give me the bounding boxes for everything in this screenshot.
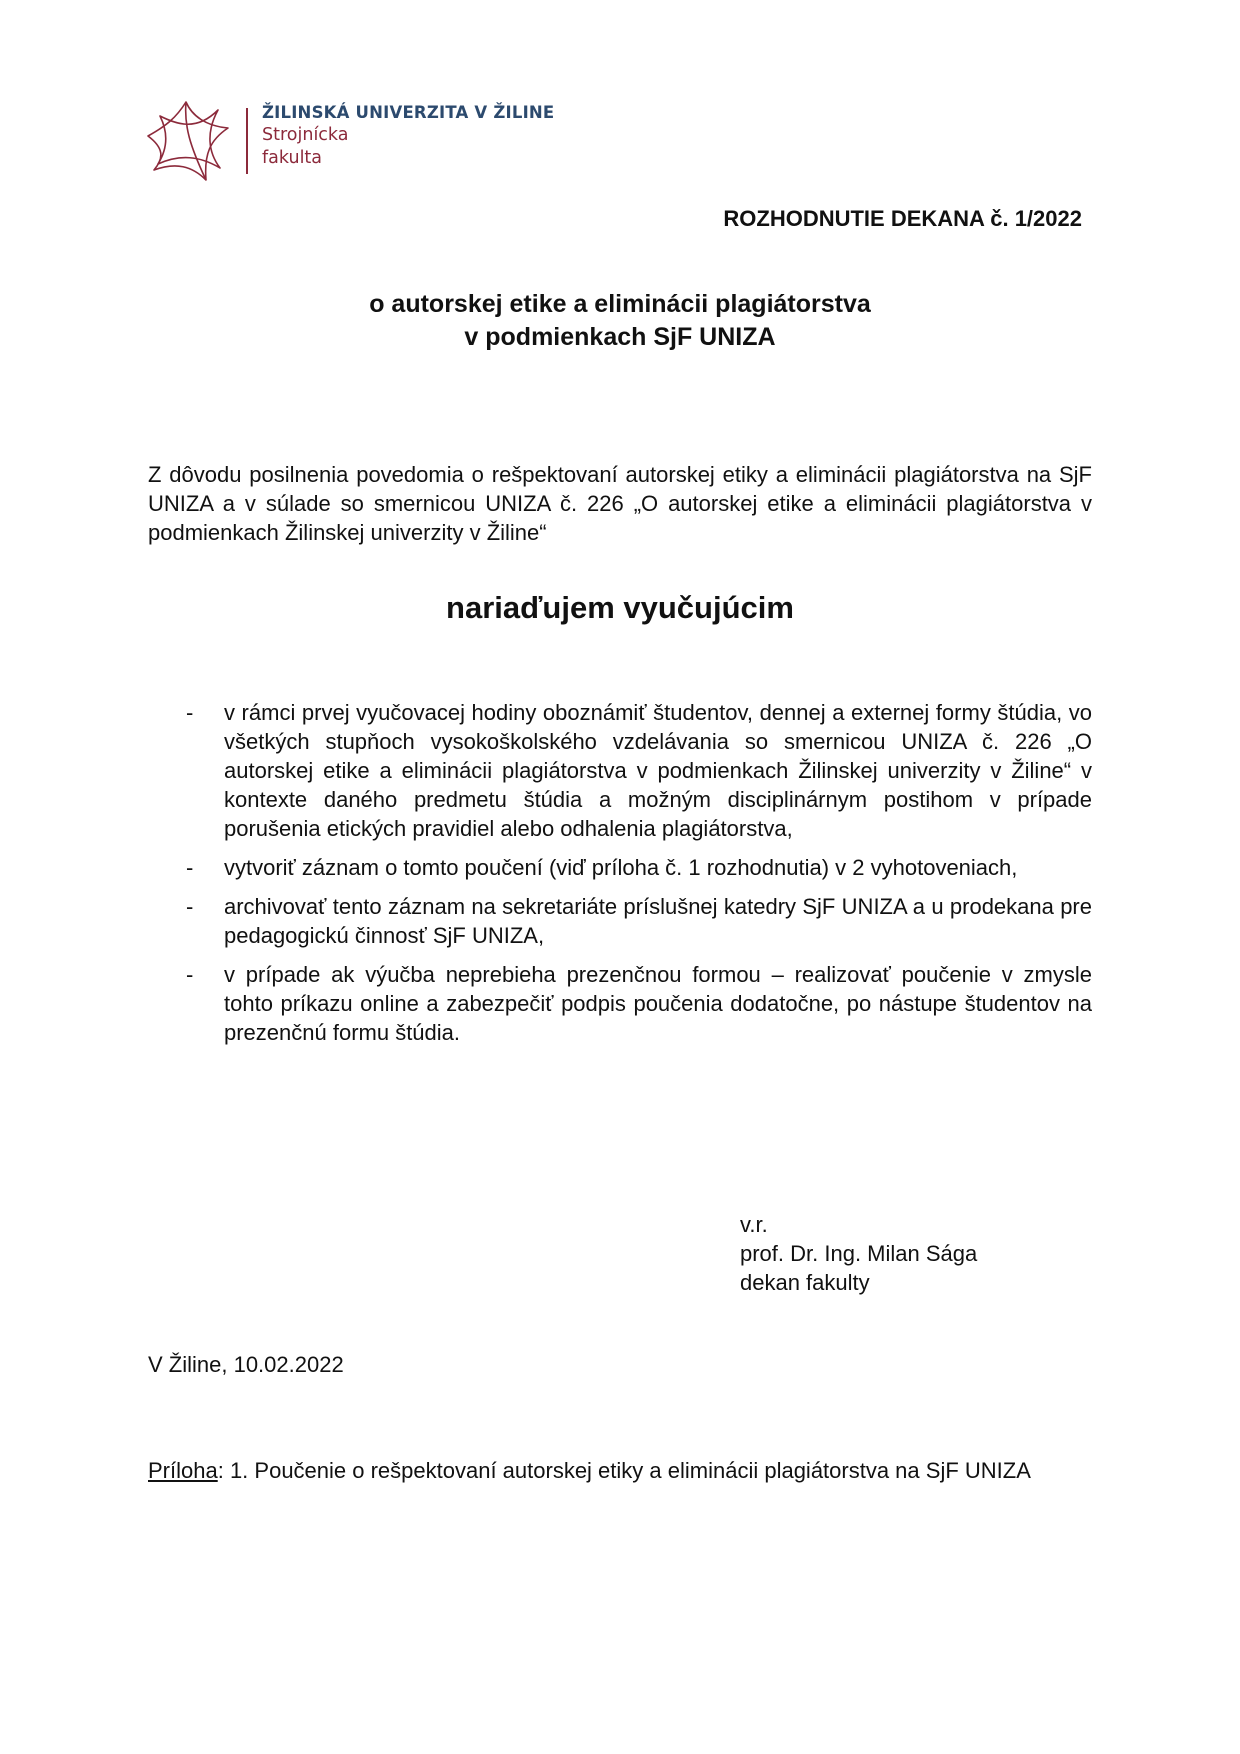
faculty-name-line1: Strojnícka [262,125,349,145]
faculty-name-line2: fakulta [262,148,323,168]
list-item [148,853,1092,882]
signature-block [740,1210,977,1297]
logo-divider [246,108,248,174]
bullet-dash: - [186,962,194,987]
decision-number: ROZHODNUTIE DEKANA č. 1/2022 [723,206,1082,231]
signature-role: dekan fakulty [740,1270,870,1295]
list-item-text: vytvoriť záznam o tomto poučení (viď príloha č. 1 rozhodnutia) v 2 vyhotoveniach, [224,855,1018,880]
order-heading: nariaďujem vyučujúcim [446,590,794,625]
title-line-1: o autorskej etike a eliminácii plagiátorstva [369,290,871,318]
document-title [150,288,1090,354]
uniza-star-logo-icon [146,96,230,182]
signature-name: prof. Dr. Ing. Milan Sága [740,1241,978,1266]
bullet-dash: - [186,894,194,919]
annex-line [148,1458,1031,1484]
order-list [148,698,1092,1057]
intro-paragraph: Z dôvodu posilnenia povedomia o rešpektovaní autorskej etiky a eliminácii plagiátorstva na SjF UNIZA a v súlade so smernicou UNIZA č. 226 „O autorskej etike a eliminácii plagiátorstva v podmienkach Žilinskej univerzity v Žiline“ [148,462,1092,545]
list-item [148,698,1092,843]
title-line-2: v podmienkach SjF UNIZA [464,323,776,351]
logo-text [262,102,554,170]
list-item [148,892,1092,950]
bullet-dash: - [186,700,194,725]
signature-vr: v.r. [740,1212,768,1237]
list-item-text: v rámci prvej vyučovacej hodiny oboznámiť študentov, dennej a externej formy štúdia, vo všetkých stupňoch vysokoškolského vzdelávania so smernicou UNIZA č. 226 „O autorskej etike a eliminácii plagiátorstva v podmienkach Žilinskej univerzity v Žiline“ v kontexte daného predmetu štúdia a možným disciplinárnym postihom v prípade porušenia etických pravidiel alebo odhalenia plagiátorstva, [224,700,1092,841]
list-item [148,960,1092,1047]
university-name: ŽILINSKÁ UNIVERZITA V ŽILINE [262,103,555,122]
annex-label: Príloha [148,1458,218,1483]
place-date: V Žiline, 10.02.2022 [148,1352,344,1377]
list-item-text: v prípade ak výučba neprebieha prezenčnou formou – realizovať poučenie v zmysle tohto príkazu online a zabezpečiť podpis poučenia dodatočne, po nástupe študentov na prezenčnú formu štúdia. [224,962,1092,1045]
bullet-dash: - [186,855,194,880]
list-item-text: archivovať tento záznam na sekretariáte príslušnej katedry SjF UNIZA a u prodekana pre pedagogickú činnosť SjF UNIZA, [224,894,1092,948]
annex-text: : 1. Poučenie o rešpektovaní autorskej etiky a eliminácii plagiátorstva na SjF UNIZA [217,1458,1031,1483]
